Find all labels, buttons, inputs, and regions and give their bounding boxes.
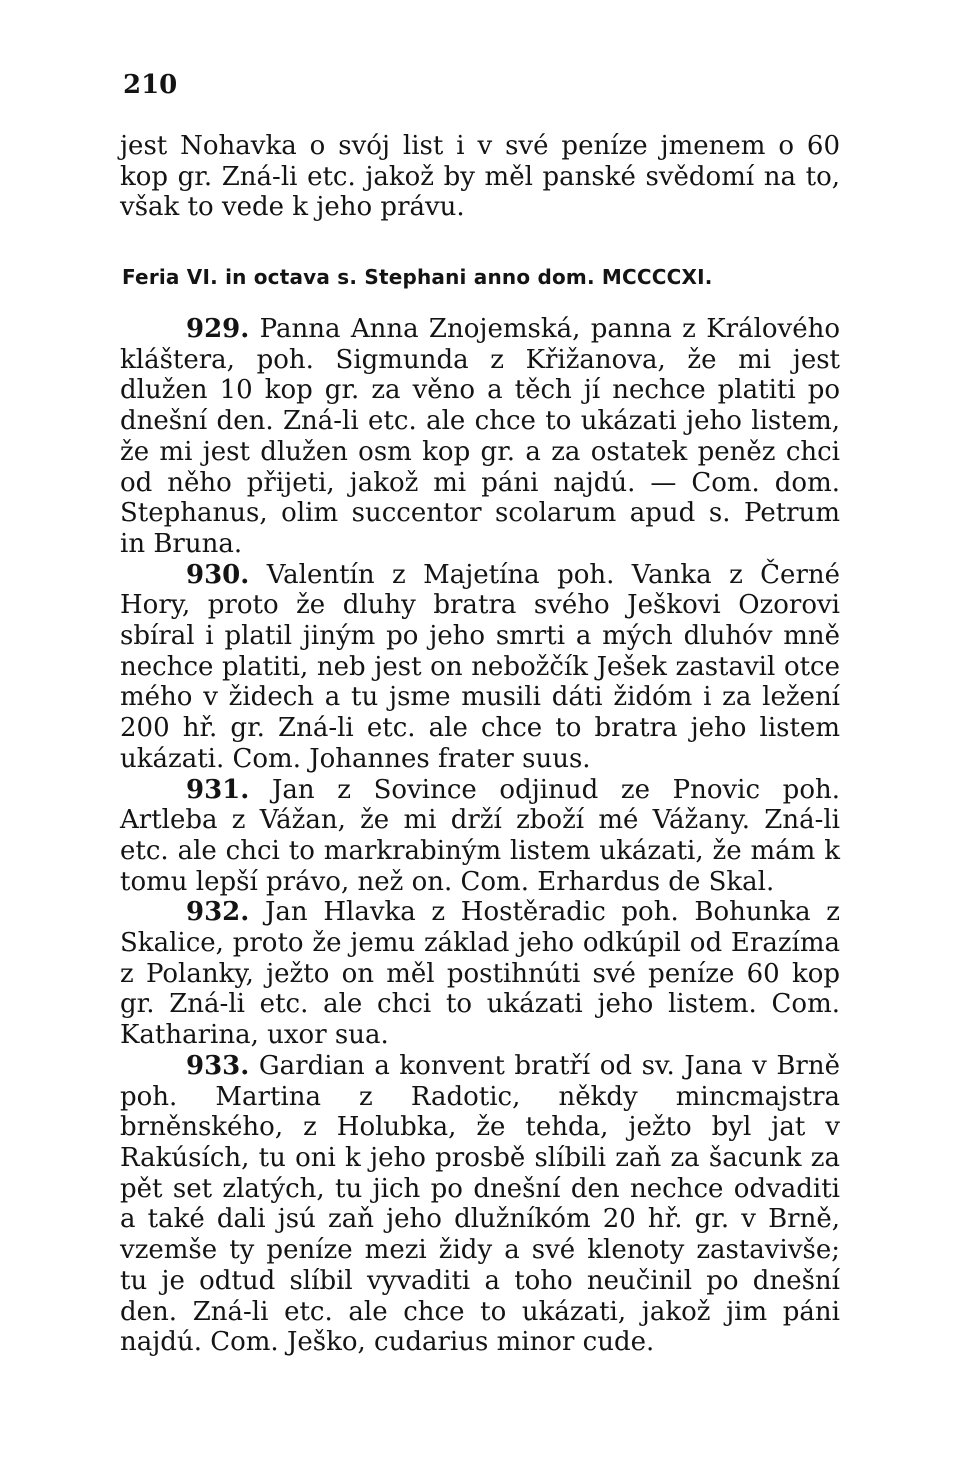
- entry-933: [120, 1051, 840, 1358]
- page-number: 210: [123, 70, 178, 100]
- intro-text: jest Nohavka o svój list i v své peníze jmenem o 60 kop gr. Zná-li etc. jakož by měl panské svědomí na to, však to vede k jeho právu.: [120, 131, 840, 223]
- entry-text: Valentín z Majetína poh. Vanka z Černé Hory, proto že dluhy bratra svého Ješkovi Ozorovi sbíral i platil jiným po jeho smrti a mých dluhóv mně nechce platiti, neb jest on nebožčík Ješek zastavil otce mého v židech a tu jsme musili dáti židóm i za ležení 200 hř. gr. Zná-li etc. ale chce to bratra jeho listem ukázati. Com. Johannes frater suus.: [120, 559, 841, 774]
- entry-number: 932.: [186, 897, 250, 928]
- entry-number: 929.: [186, 314, 250, 344]
- intro-paragraph: [120, 131, 840, 223]
- entry-text: Panna Anna Znojemská, panna z Králového kláštera, poh. Sigmunda z Křižanova, že mi jest dlužen 10 kop gr. za věno a těch jí nechce platiti po dnešní den. Zná-li etc. ale chce to ukázati jeho listem, že mi jest dlužen osm kop gr. a za ostatek peněz chci od něho přijeti, jakož mi páni najdú. — Com. dom. Stephanus, olim succentor scolarum apud s. Petrum in Bruna.: [120, 314, 841, 559]
- entry-932: [120, 897, 840, 1051]
- entry-number: 931.: [186, 774, 250, 805]
- entry-text: Gardian a konvent bratří od sv. Jana v Brně poh. Martina z Radotic, někdy mincmajstra brněnského, z Holubka, že tehda, ježto byl jat v Rakúsích, tu oni k jeho prosbě slíbili zaň za šacunk za pět set zlatých, tu jich po dnešní den nechce odvaditi a také dali jsú zaň jeho dlužníkóm 20 hř. gr. v Brně, vzemše ty peníze mezi židy a své klenoty zastavivše; tu je odtud slíbil vyvaditi a toho neučinil po dnešní den. Zná-li etc. ale chce to ukázati, jakož jim páni najdú. Com. Ješko, cudarius minor cude.: [120, 1050, 840, 1358]
- entry-930: [120, 560, 840, 775]
- entry-929: [120, 314, 840, 560]
- entry-931: [120, 775, 840, 898]
- entry-text: Jan z Sovince odjinud ze Pnovic poh. Artleba z Vážan, že mi drží zboží mé Vážany. Zná-li etc. ale chci to markrabiným listem ukázati, že mám k tomu lepší právo, než on. Com. Erhardus de Skal.: [120, 774, 840, 897]
- entry-number: 933.: [186, 1050, 250, 1081]
- section-heading: Feria VI. in octava s. Stephani anno dom. MCCCCXI.: [122, 265, 713, 289]
- entry-number: 930.: [186, 559, 250, 590]
- entry-text: Jan Hlavka z Hostěradic poh. Bohunka z Skalice, proto že jemu základ jeho odkúpil od Erazíma z Polanky, ježto on měl postihnúti své peníze 60 kop gr. Zná-li etc. ale chci to ukázati jeho listem. Com. Katharina, uxor sua.: [120, 897, 840, 1051]
- entries: [120, 314, 840, 1358]
